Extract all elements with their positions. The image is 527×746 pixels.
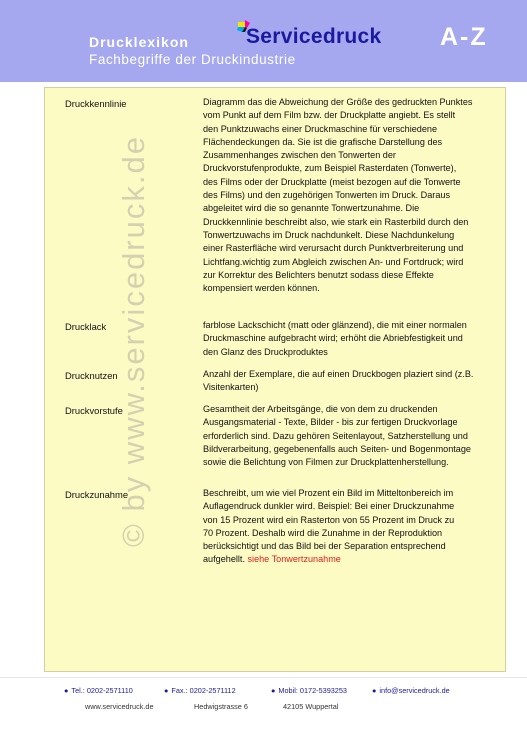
term-druckvorstufe: Druckvorstufe [65,405,123,416]
brand-name: Servicedruck [246,25,382,48]
term-drucknutzen: Drucknutzen [65,370,118,381]
term-druckkennlinie: Druckkennlinie [65,98,127,109]
definition-drucknutzen: Anzahl der Exemplare, die auf einen Druckbogen plaziert sind (z.B. Visitenkarten) [203,369,474,393]
copyright-watermark: © by www.servicedruck.de [116,135,151,547]
footer-website[interactable]: www.servicedruck.de [85,702,154,711]
footer-phone: ● Tel.: 0202-2571110 [64,686,133,695]
definition-druckvorstufe: Gesamtheit der Arbeitsgänge, die von dem zu druckenden Ausgangsmaterial - Texte, Bilder - bis zur fertigen Druckvorlage erforderlich sind. Dazu gehören Seitenlayout, Satzherstellung und Bildverarbeitung, gegebenenfalls auch Seiten- und Bogenmontage sowie die Belichtung von Filmen zur Druckplattenherstellung. [203,404,471,468]
header-band [0,0,527,82]
lexicon-subtitle: Fachbegriffe der Druckindustrie [89,52,296,67]
bullet-icon: ● [271,686,276,695]
section-label: A-Z [440,23,488,51]
footer-city: 42105 Wuppertal [283,702,339,711]
term-drucklack: Drucklack [65,321,107,332]
term-druckzunahme: Druckzunahme [65,489,129,500]
link-tonwertzunahme[interactable]: siehe Tonwertzunahme [247,554,341,565]
bullet-icon: ● [64,686,69,695]
lexicon-title: Drucklexikon [89,34,189,50]
definition-druckzunahme: Beschreibt, um wie viel Prozent ein Bild im Mitteltonbereich im Auflagendruck dunkler wird. Beispiel: Bei einer Druckzunahme von 15 Prozent wird ein Rasterton von 55 Prozent im Druck zu 70 Prozent. Deshalb wird die Zunahme in der Reproduktion berücksichtigt und das Bild bei der Separation entsprechend aufgehellt. siehe Tonwertzunahme [203,488,455,565]
footer-fax: ● Fax.: 0202-2571112 [164,686,236,695]
footer-mobile: ● Mobil: 0172-5393253 [271,686,347,695]
footer-email[interactable]: ● info@servicedruck.de [372,686,450,695]
bullet-icon: ● [164,686,169,695]
definition-drucklack: farblose Lackschicht (matt oder glänzend), die mit einer normalen Druckmaschine aufgebracht wird; erhöht die Abriebfestigkeit und den Glanz des Druckproduktes [203,320,467,357]
footer-street: Hedwigstrasse 6 [194,702,248,711]
definition-druckkennlinie: Diagramm das die Abweichung der Größe des gedruckten Punktes vom Punkt auf dem Film bzw. der Druckplatte angiebt. Es stellt den Punktzuwachs einer Druckmaschine für verschiedene Flächendeckungen da. Sie ist die grafische Darstellung des Zusammenhanges zwischen den Tonwerten der Druckvorstufenprodukte, zum Beispiel Rasterdaten (Tonwerte), des Films oder der Druckplatte (meist bezogen auf die Tonwerte des Films) und den zugehörigen Tonwerten im Druck. Daraus abgeleitet wird die so genannte Tonwertzunahme. Die Druckkennlinie beschreibt also, wie stark ein Rasterbild durch den Tonwertzuwachs im Druck nachdunkelt. Diese Nachdunkelung einer Rasterfläche wird verursacht durch Punktverbreiterung und Lichtfang.wichtig zum Abgleich zwischen An- und Fortdruck; wird zur Korrektur des Belichters benutzt sodass diese Effekte kompensiert werden können. [203,97,473,294]
footer-divider [0,677,527,678]
bullet-icon: ● [372,686,377,695]
